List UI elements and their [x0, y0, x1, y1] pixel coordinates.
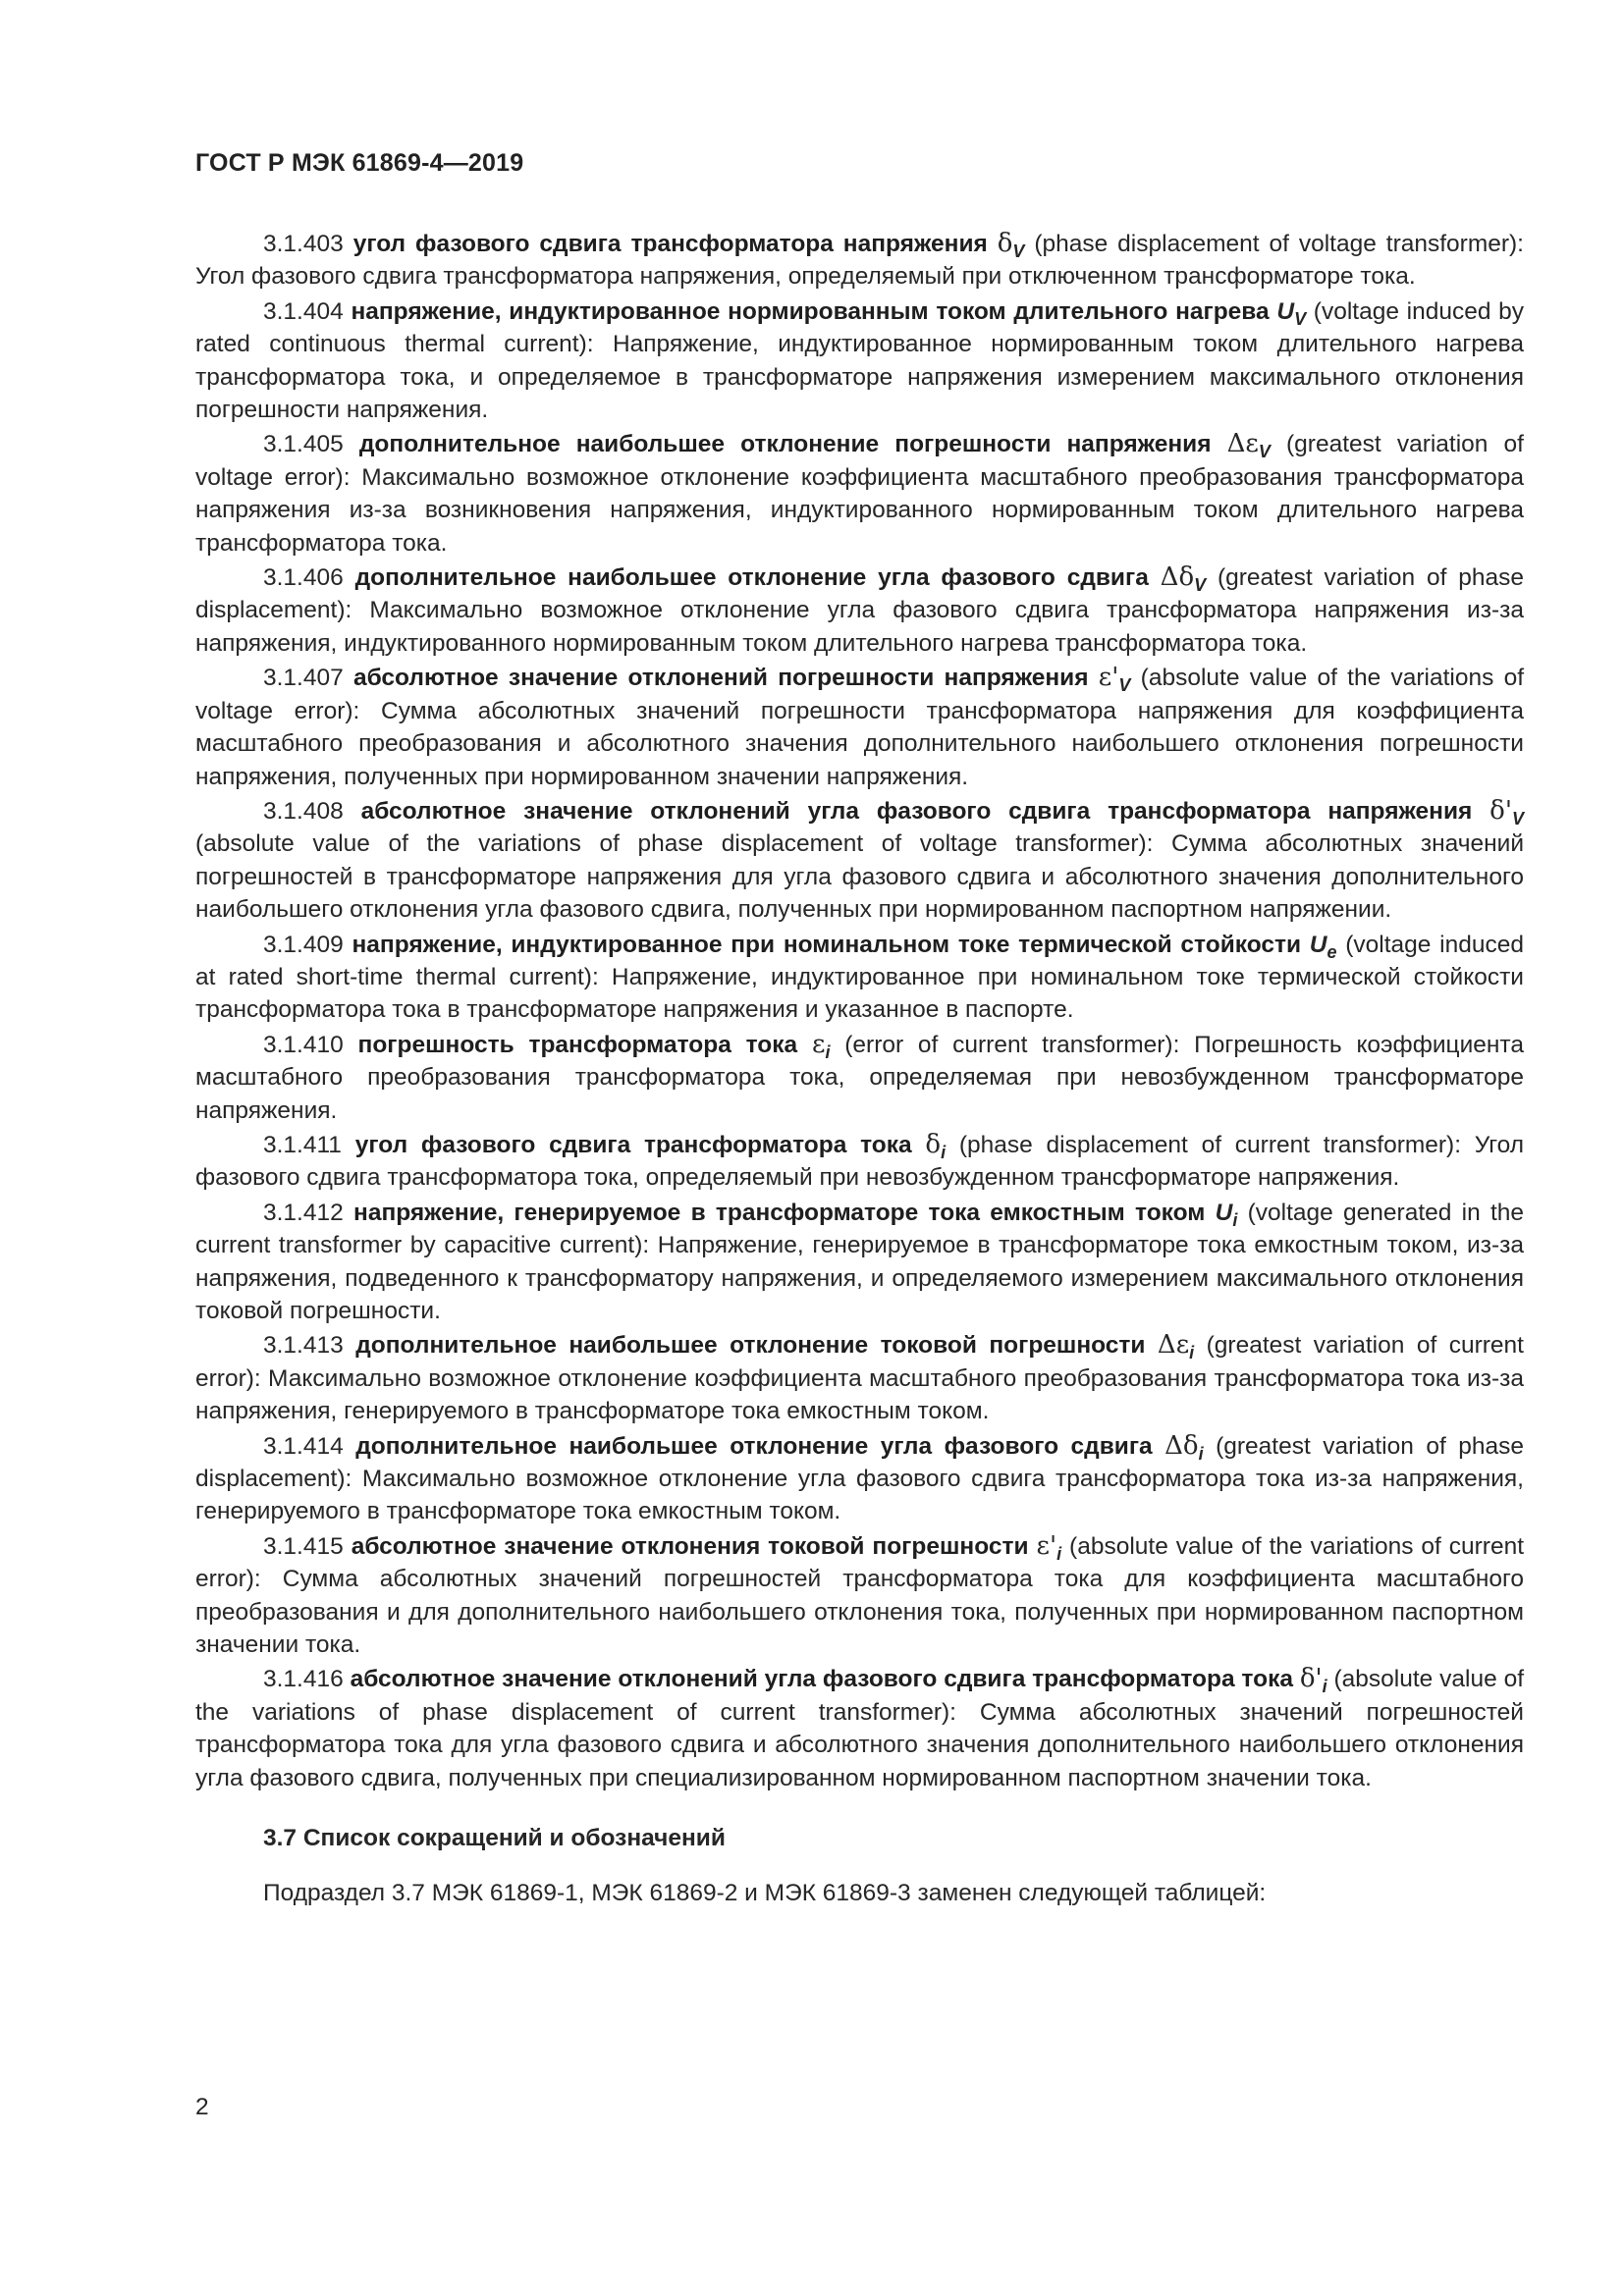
term-description: (voltage induced by rated continuous thermal current): Напряжение, индуктированное нормированным током длительного нагрева трансформатора тока, и определяемое в трансформаторе напряжения измерением максимального отклонения погрешности напряжения. [195, 297, 1525, 424]
term-name: абсолютное значение отклонения токовой погрешности [351, 1532, 1029, 1560]
term-symbol-base: δ [997, 229, 1013, 258]
term-name: дополнительное наибольшее отклонение погрешности напряжения [358, 431, 1212, 458]
term-name: абсолютное значение отклонений угла фазового сдвига трансформатора тока [350, 1666, 1293, 1693]
term-symbol [925, 1129, 947, 1162]
term-symbol-subscript: V [1258, 442, 1271, 462]
term-symbol [1157, 1330, 1195, 1363]
term-number: 3.1.412 [263, 1199, 344, 1226]
term-name: угол фазового сдвига трансформатора тока [354, 1131, 912, 1158]
term-symbol [1299, 1664, 1327, 1697]
term-description: (voltage generated in the current transformer by capacitive current): Напряжение, генерируемое в трансформаторе тока емкостным током, из-за напряжения, подведенного к трансформатору напряжения, и определяемого измерением максимального отклонения токовой погрешности. [195, 1199, 1525, 1324]
term-symbol [1164, 1430, 1204, 1464]
term-number: 3.1.408 [263, 797, 344, 825]
term-symbol [1160, 562, 1207, 596]
term-entry [195, 561, 1524, 660]
term-symbol-base: δ' [1299, 1664, 1323, 1694]
term-symbol-base: ε' [1036, 1530, 1057, 1561]
term-symbol-subscript: i [1232, 1209, 1238, 1230]
term-description: (greatest variation of current error): Максимально возможное отклонение коэффициента масштабного преобразования трансформатора тока из-за напряжения, генерируемого в трансформаторе тока емкостным током. [195, 1332, 1524, 1425]
term-symbol-base: δ' [1489, 795, 1512, 826]
term-symbol-base: U [1215, 1199, 1233, 1226]
term-description: (phase displacement of current transformer): Угол фазового сдвига трансформатора тока, определяемый при невозбужденном трансформаторе напряжения. [195, 1131, 1525, 1192]
term-symbol-subscript: i [1198, 1443, 1204, 1464]
term-symbol-subscript: i [941, 1142, 947, 1162]
term-symbol-subscript: i [825, 1041, 831, 1062]
term-symbol-base: U [1276, 297, 1295, 325]
section-title: 3.7 Список сокращений и обозначений [263, 1825, 726, 1852]
term-symbol [1276, 297, 1307, 329]
term-symbol-subscript: i [1322, 1677, 1327, 1697]
term-entry [195, 1197, 1524, 1328]
term-description: (voltage induced at rated short-time thermal current): Напряжение, индуктированное при номинальном токе термической стойкости трансформатора тока в трансформаторе напряжения и указанное в паспорте. [195, 931, 1524, 1024]
term-name: абсолютное значение отклонений угла фазового сдвига трансформатора напряжения [360, 797, 1473, 825]
page-number: 2 [195, 2094, 209, 2120]
term-entry [195, 929, 1524, 1027]
term-description: (greatest variation of voltage error): Максимально возможное отклонение коэффициента масштабного преобразования трансформатора напряжения из-за возникновения напряжения, индуктированного нормированным током длительного нагрева трансформатора тока. [195, 431, 1524, 557]
term-symbol-subscript: i [1056, 1543, 1062, 1564]
term-entry [195, 228, 1524, 294]
term-entry [195, 795, 1524, 927]
term-symbol-base: Δε [1226, 429, 1259, 459]
term-symbol-base: Δδ [1160, 562, 1195, 593]
term-number: 3.1.406 [263, 564, 344, 592]
term-number: 3.1.404 [263, 297, 344, 325]
term-entry [195, 1329, 1524, 1427]
term-symbol-base: U [1309, 931, 1327, 958]
term-name: напряжение, индуктированное при номинальном токе термической стойкости [352, 931, 1302, 958]
term-description: (phase displacement of voltage transformer): Угол фазового сдвига трансформатора напряжения, определяемый при отключенном трансформаторе тока. [195, 231, 1524, 291]
document-body [195, 228, 1524, 1909]
term-entry [195, 1663, 1524, 1794]
term-symbol [1489, 796, 1524, 826]
term-description: (absolute value of the variations of phase displacement of voltage transformer): Сумма абсолютных значений погрешностей в трансформаторе напряжения для угла фазового сдвига и абсолютного значения дополнительного наибольшего отклонения угла фазового сдвига, полученных при нормированном паспортном напряжении. [195, 830, 1524, 924]
term-symbol-subscript: V [1194, 575, 1207, 596]
term-number: 3.1.407 [263, 665, 344, 692]
paragraph: Подраздел 3.7 МЭК 61869-1, МЭК 61869-2 и МЭК 61869-3 заменен следующей таблицей: [263, 1879, 1267, 1906]
term-number: 3.1.410 [263, 1031, 344, 1058]
term-name: дополнительное наибольшее отклонение токовой погрешности [355, 1332, 1146, 1360]
term-symbol-base: Δδ [1164, 1430, 1199, 1461]
term-entry [195, 428, 1524, 560]
term-symbol [1226, 429, 1271, 462]
term-symbol [1309, 931, 1337, 962]
term-entry [195, 1530, 1524, 1662]
term-symbol-subscript: V [1511, 808, 1524, 828]
term-symbol-subscript: V [1118, 675, 1131, 696]
term-number: 3.1.414 [263, 1432, 344, 1460]
term-name: напряжение, индуктированное нормированным током длительного нагрева [351, 297, 1270, 325]
term-entry [195, 295, 1524, 427]
term-symbol-subscript: e [1326, 941, 1337, 962]
term-symbol [1036, 1530, 1062, 1564]
term-symbol-base: ε [811, 1029, 826, 1059]
term-name: угол фазового сдвига трансформатора напряжения [352, 231, 988, 257]
terms-list [195, 228, 1524, 1794]
term-entry [195, 1129, 1524, 1195]
term-symbol-subscript: V [1294, 308, 1307, 329]
term-entry [195, 1430, 1524, 1528]
term-symbol [1215, 1199, 1238, 1230]
term-symbol-subscript: V [1012, 241, 1025, 261]
term-description: (greatest variation of phase displacement): Максимально возможное отклонение угла фазового сдвига трансформатора напряжения из-за напряжения, индуктированного нормированным током длительного нагрева трансформатора тока. [195, 564, 1524, 657]
term-symbol-subscript: i [1189, 1343, 1195, 1363]
term-symbol-base: δ [925, 1129, 942, 1159]
term-number: 3.1.403 [263, 231, 344, 257]
document-header: ГОСТ Р МЭК 61869-4—2019 [195, 149, 524, 177]
term-description: (absolute value of the variations of voltage error): Сумма абсолютных значений погрешности трансформатора напряжения для коэффициента масштабного преобразования и абсолютного значения дополнительного наибольшего отклонения погрешности напряжения, полученных при нормированном значении напряжения. [195, 665, 1525, 790]
term-number: 3.1.416 [263, 1666, 344, 1693]
term-description: (greatest variation of phase displacement): Максимально возможное отклонение угла фазового сдвига трансформатора тока из-за напряжения, генерируемого в трансформаторе тока емкостным током. [195, 1432, 1524, 1525]
term-name: погрешность трансформатора тока [357, 1031, 798, 1058]
term-number: 3.1.405 [263, 431, 344, 458]
term-symbol [997, 229, 1025, 261]
term-number: 3.1.413 [263, 1332, 344, 1360]
term-name: дополнительное наибольшее отклонение угла фазового сдвига [355, 1432, 1153, 1460]
term-symbol-base: ε' [1098, 663, 1119, 693]
term-description: (absolute value of the variations of phase displacement of current transformer): Сумма абсолютных значений погрешностей трансформатора тока для угла фазового сдвига и абсолютного значения дополнительного наибольшего отклонения угла фазового сдвига, полученных при специализированном нормированном паспортном значении тока. [195, 1666, 1525, 1791]
term-number: 3.1.411 [263, 1131, 342, 1158]
term-name: дополнительное наибольшее отклонение угла фазового сдвига [354, 564, 1149, 592]
term-name: абсолютное значение отклонений погрешности напряжения [353, 665, 1089, 692]
term-number: 3.1.409 [263, 931, 344, 958]
term-description: (error of current transformer): Погрешность коэффициента масштабного преобразования трансформатора тока, определяемая при невозбужденном трансформаторе напряжения. [195, 1031, 1525, 1124]
term-number: 3.1.415 [263, 1532, 344, 1560]
term-symbol-base: Δε [1157, 1330, 1190, 1361]
term-entry [195, 662, 1524, 793]
term-description: (absolute value of the variations of current error): Сумма абсолютных значений погрешностей трансформатора тока для коэффициента масштабного преобразования и для дополнительного наибольшего отклонения тока, полученных при нормированном паспортном значении тока. [195, 1532, 1525, 1659]
term-entry [195, 1029, 1524, 1127]
term-symbol [1098, 663, 1131, 696]
term-name: напряжение, генерируемое в трансформаторе тока емкостным током [353, 1199, 1206, 1226]
term-symbol [811, 1029, 831, 1062]
